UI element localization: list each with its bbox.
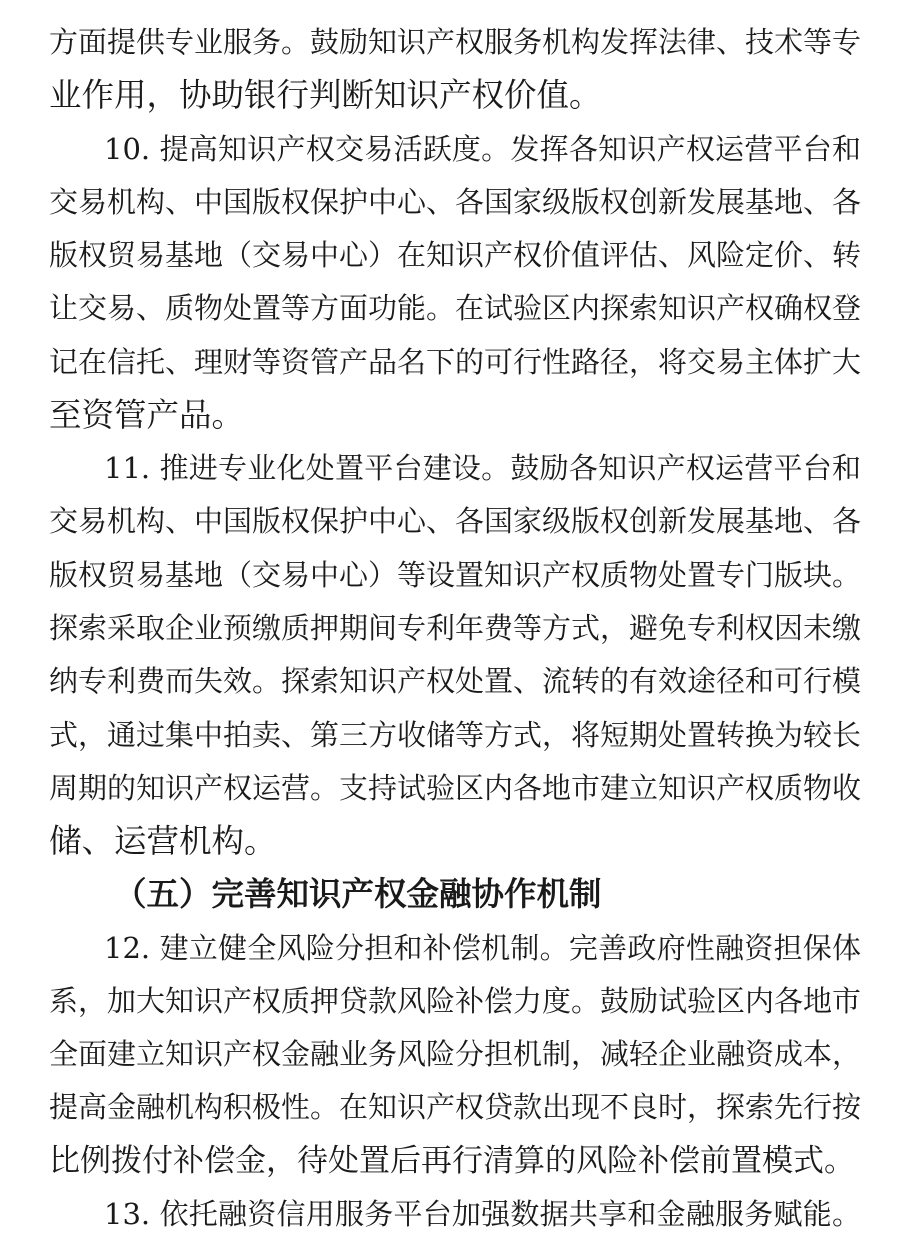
paragraph-item-11-line-5: 纳专利费而失效。探索知识产权处置、流转的有效途径和可行模 — [49, 664, 861, 698]
paragraph-item-10-line-3: 版权贸易基地（交易中心）在知识产权价值评估、风险定价、转 — [49, 238, 861, 272]
paragraph-1-line-1: 方面提供专业服务。鼓励知识产权服务机构发挥法律、技术等专 — [49, 25, 861, 59]
paragraph-item-10-line-5: 记在信托、理财等资管产品名下的可行性路径，将交易主体扩大 — [49, 345, 861, 379]
paragraph-1-line-2: 业作用，协助银行判断知识产权价值。 — [49, 76, 602, 114]
paragraph-item-10-line-1: 10. 提高知识产权交易活跃度。发挥各知识产权运营平台和 — [104, 132, 861, 166]
paragraph-item-11-line-2: 交易机构、中国版权保护中心、各国家级版权创新发展基地、各 — [49, 504, 861, 538]
paragraph-item-11-line-3: 版权贸易基地（交易中心）等设置知识产权质物处置专门版块。 — [49, 558, 861, 592]
paragraph-item-12-line-2: 系，加大知识产权质押贷款风险补偿力度。鼓励试验区内各地市 — [49, 984, 861, 1018]
paragraph-item-12-line-5: 比例拨付补偿金，待处置后再行清算的风险补偿前置模式。 — [49, 1143, 855, 1179]
paragraph-item-12-line-3: 全面建立知识产权金融业务风险分担机制，减轻企业融资成本， — [49, 1037, 861, 1071]
paragraph-item-13-line-1: 13. 依托融资信用服务平台加强数据共享和金融服务赋能。 — [104, 1197, 861, 1231]
section-heading-5: （五）完善知识产权金融协作机制 — [114, 875, 602, 913]
paragraph-item-11-line-4: 探索采取企业预缴质押期间专利年费等方式，避免专利权因未缴 — [49, 611, 861, 645]
paragraph-item-11-line-7: 周期的知识产权运营。支持试验区内各地市建立知识产权质物收 — [49, 771, 861, 805]
paragraph-item-10-line-4: 让交易、质物处置等方面功能。在试验区内探索知识产权确权登 — [49, 291, 861, 325]
paragraph-item-11-line-8: 储、运营机构。 — [49, 822, 277, 860]
paragraph-item-11-line-1: 11. 推进专业化处置平台建设。鼓励各知识产权运营平台和 — [104, 451, 861, 485]
paragraph-item-10-line-2: 交易机构、中国版权保护中心、各国家级版权创新发展基地、各 — [49, 185, 861, 219]
paragraph-item-12-line-4: 提高金融机构积极性。在知识产权贷款出现不良时，探索先行按 — [49, 1090, 861, 1124]
paragraph-item-10-line-6: 至资管产品。 — [49, 396, 245, 434]
paragraph-item-12-line-1: 12. 建立健全风险分担和补偿机制。完善政府性融资担保体 — [104, 931, 861, 965]
paragraph-item-11-line-6: 式，通过集中拍卖、第三方收储等方式，将短期处置转换为较长 — [49, 718, 861, 752]
